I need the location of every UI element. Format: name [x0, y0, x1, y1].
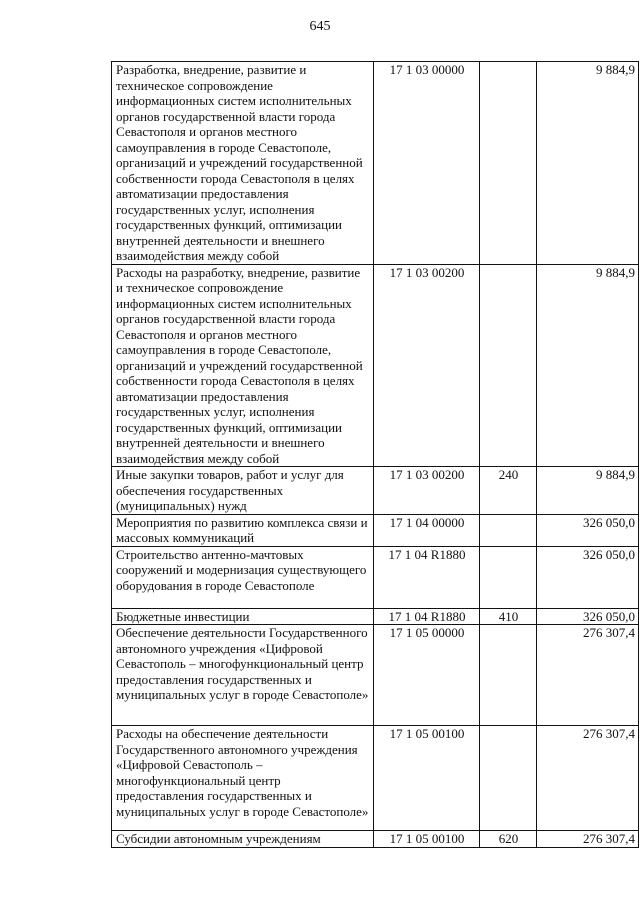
page-number: 645	[309, 19, 331, 34]
row-expense-type: 410	[480, 608, 537, 625]
row-code: 17 1 03 00200	[374, 264, 480, 467]
row-expense-type	[480, 514, 537, 546]
table-row	[112, 608, 639, 625]
row-expense-type	[480, 726, 537, 831]
row-amount: 9 884,9	[537, 62, 639, 265]
row-amount: 276 307,4	[537, 625, 639, 726]
budget-table-body	[112, 62, 639, 848]
table-row	[112, 625, 639, 726]
row-name: Обеспечение деятельности Государственного автономного учреждения «Цифровой Севастополь – многофункциональный центр предоставления государственных и муниципальных услуг в городе Севастополе»	[112, 625, 374, 726]
row-amount: 9 884,9	[537, 264, 639, 467]
table-row	[112, 546, 639, 608]
row-amount: 276 307,4	[537, 726, 639, 831]
row-name: Расходы на обеспечение деятельности Государственного автономного учреждения «Цифровой Севастополь – многофункциональный центр предоставления государственных и муниципальных услуг в городе Севастополе»	[112, 726, 374, 831]
row-name: Строительство антенно-мачтовых сооружений и модернизация существующего оборудования в городе Севастополе	[112, 546, 374, 608]
table-row	[112, 264, 639, 467]
row-code: 17 1 04 R1880	[374, 608, 480, 625]
row-amount: 9 884,9	[537, 467, 639, 515]
row-expense-type	[480, 625, 537, 726]
row-code: 17 1 05 00100	[374, 726, 480, 831]
row-name: Мероприятия по развитию комплекса связи и массовых коммуникаций	[112, 514, 374, 546]
row-name: Разработка, внедрение, развитие и техническое сопровождение информационных систем исполнительных органов государственной власти города Севастополя и органов местного самоуправления в городе Севастополе, организаций и учреждений государственной собственности города Севастополя в целях автоматизации предоставления государственных услуг, исполнения государственных функций, оптимизации внутренней деятельности и внешнего взаимодействия между собой	[112, 62, 374, 265]
row-code: 17 1 04 00000	[374, 514, 480, 546]
row-expense-type	[480, 264, 537, 467]
row-amount: 326 050,0	[537, 608, 639, 625]
row-code: 17 1 03 00200	[374, 467, 480, 515]
row-expense-type	[480, 62, 537, 265]
row-amount: 276 307,4	[537, 831, 639, 848]
row-name: Бюджетные инвестиции	[112, 608, 374, 625]
table-row	[112, 467, 639, 515]
row-name: Иные закупки товаров, работ и услуг для обеспечения государственных (муниципальных) нужд	[112, 467, 374, 515]
table-row	[112, 514, 639, 546]
row-code: 17 1 04 R1880	[374, 546, 480, 608]
row-code: 17 1 03 00000	[374, 62, 480, 265]
row-expense-type	[480, 546, 537, 608]
row-amount: 326 050,0	[537, 514, 639, 546]
row-expense-type: 240	[480, 467, 537, 515]
row-code: 17 1 05 00000	[374, 625, 480, 726]
row-name: Расходы на разработку, внедрение, развитие и техническое сопровождение информационных систем исполнительных органов государственной власти города Севастополя и органов местного самоуправления в городе Севастополе, организаций и учреждений государственной собственности города Севастополя в целях автоматизации предоставления государственных услуг, исполнения государственных функций, оптимизации внутренней деятельности и внешнего взаимодействия между собой	[112, 264, 374, 467]
table-row	[112, 62, 639, 265]
budget-table	[111, 61, 639, 848]
table-row	[112, 831, 639, 848]
row-amount: 326 050,0	[537, 546, 639, 608]
row-code: 17 1 05 00100	[374, 831, 480, 848]
row-expense-type: 620	[480, 831, 537, 848]
row-name: Субсидии автономным учреждениям	[112, 831, 374, 848]
table-row	[112, 726, 639, 831]
